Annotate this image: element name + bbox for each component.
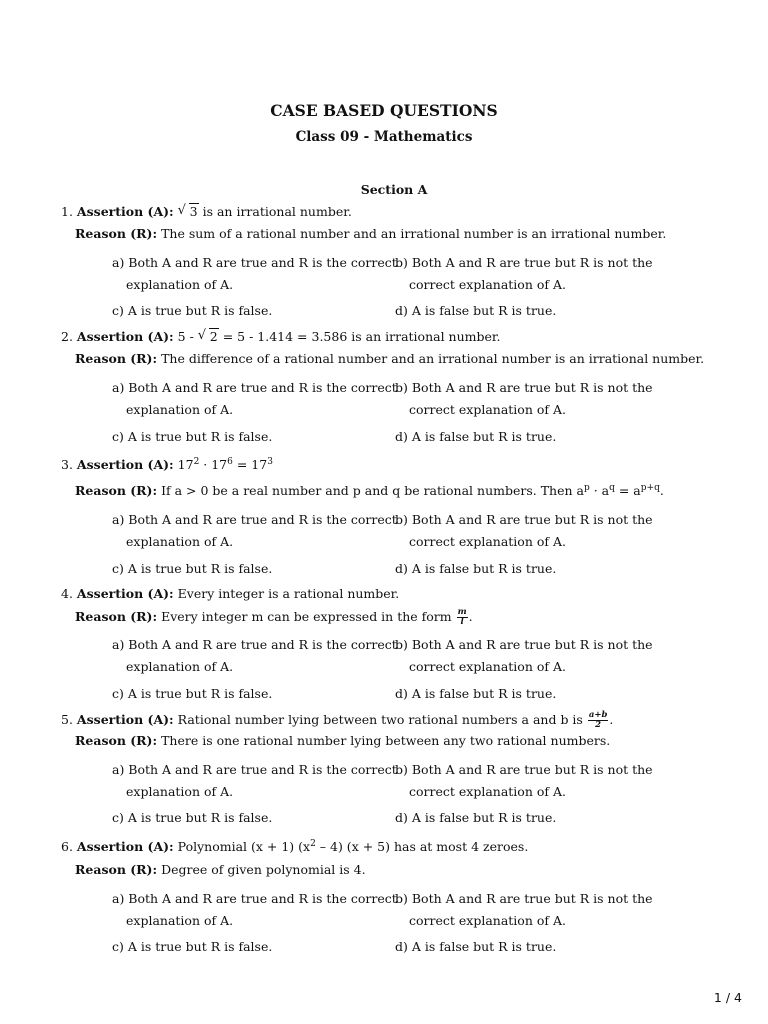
option-a[interactable]: a) Both A and R are true and R is the correct explanation of A. bbox=[112, 380, 397, 417]
reason-5: Reason (R): There is one rational number lying between any two rational numbers. bbox=[75, 733, 611, 748]
option-b[interactable]: b) Both A and R are true but R is not the correct explanation of A. bbox=[395, 637, 653, 674]
assertion-2: 2. Assertion (A): 5 - √ 2 = 5 - 1.414 = 3.586 is an irrational number. bbox=[61, 328, 501, 344]
assertion-4: 4. Assertion (A): Every integer is a rational number. bbox=[61, 586, 400, 601]
option-c[interactable]: c) A is true but R is false. bbox=[112, 303, 273, 318]
assertion-3: 3. Assertion (A): $17^2 \cdot 17^6 = 17^3$ bbox=[61, 457, 273, 472]
page-subtitle: Class 09 - Mathematics bbox=[295, 129, 473, 145]
option-c[interactable]: c) A is true but R is false. bbox=[112, 810, 273, 825]
option-d[interactable]: d) A is false but R is true. bbox=[395, 939, 557, 954]
sqrt-expression: √ 2 bbox=[197, 328, 218, 344]
option-a[interactable]: a) Both A and R are true and R is the correct explanation of A. bbox=[112, 891, 397, 928]
fraction: $\frac{a+b}{2}$ bbox=[588, 710, 608, 730]
section-heading: Section A bbox=[360, 182, 428, 197]
page-number: 1 / 4 bbox=[713, 990, 742, 1005]
option-d[interactable]: d) A is false but R is true. bbox=[395, 303, 557, 318]
reason-6: Reason (R): Degree of given polynomial is 4. bbox=[75, 862, 366, 877]
sqrt-expression: √ 3 bbox=[177, 203, 198, 219]
reason-2: Reason (R): The difference of a rational number and an irrational number is an irrational number. bbox=[75, 351, 705, 366]
assertion-6: 6. Assertion (A): Polynomial (x + 1) $(x^2 - 4) (x + 5)$ has at most 4 zeroes. bbox=[61, 839, 529, 854]
option-b[interactable]: b) Both A and R are true but R is not the correct explanation of A. bbox=[395, 380, 653, 417]
assertion-1: 1. Assertion (A): √ 3 is an irrational number. bbox=[61, 203, 352, 219]
option-d[interactable]: d) A is false but R is true. bbox=[395, 561, 557, 576]
option-a[interactable]: a) Both A and R are true and R is the correct explanation of A. bbox=[112, 512, 397, 549]
option-d[interactable]: d) A is false but R is true. bbox=[395, 686, 557, 701]
option-c[interactable]: c) A is true but R is false. bbox=[112, 939, 273, 954]
option-b[interactable]: b) Both A and R are true but R is not the correct explanation of A. bbox=[395, 762, 653, 799]
option-a[interactable]: a) Both A and R are true and R is the correct explanation of A. bbox=[112, 255, 397, 292]
reason-1: Reason (R): The sum of a rational number and an irrational number is an irrational number. bbox=[75, 226, 667, 241]
option-b[interactable]: b) Both A and R are true but R is not the correct explanation of A. bbox=[395, 891, 653, 928]
reason-3: Reason (R): If a > 0 be a real number and p and q be rational numbers. Then $a^p \cdot a^q = a^{p+q}$. bbox=[75, 483, 664, 498]
option-b[interactable]: b) Both A and R are true but R is not the correct explanation of A. bbox=[395, 512, 653, 549]
option-d[interactable]: d) A is false but R is true. bbox=[395, 429, 557, 444]
reason-4: Reason (R): Every integer m can be expressed in the form $\frac{m}{l}$ . bbox=[75, 607, 473, 627]
fraction: $\frac{m}{l}$ bbox=[457, 607, 467, 627]
option-c[interactable]: c) A is true but R is false. bbox=[112, 429, 273, 444]
option-a[interactable]: a) Both A and R are true and R is the correct explanation of A. bbox=[112, 762, 397, 799]
option-a[interactable]: a) Both A and R are true and R is the correct explanation of A. bbox=[112, 637, 397, 674]
page-title: CASE BASED QUESTIONS bbox=[270, 101, 498, 120]
option-d[interactable]: d) A is false but R is true. bbox=[395, 810, 557, 825]
option-c[interactable]: c) A is true but R is false. bbox=[112, 686, 273, 701]
option-c[interactable]: c) A is true but R is false. bbox=[112, 561, 273, 576]
option-b[interactable]: b) Both A and R are true but R is not the correct explanation of A. bbox=[395, 255, 653, 292]
assertion-5: 5. Assertion (A): Rational number lying between two rational numbers a and b is $\frac{a+b}{2}$ . bbox=[61, 710, 614, 730]
